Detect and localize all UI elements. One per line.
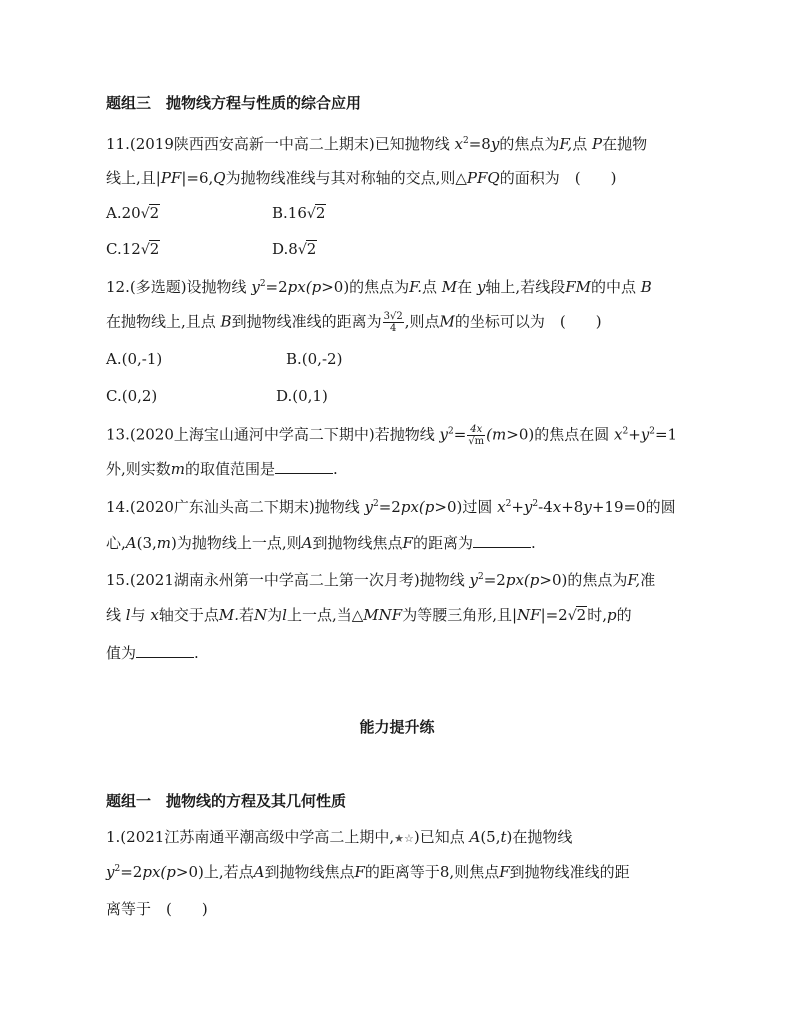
q11-option-a[interactable]: A.20√2: [106, 204, 160, 222]
fraction-3sqrt2-over-4: $\frac{3√2}{4}$: [383, 311, 403, 334]
answer-blank[interactable]: [136, 643, 194, 658]
section-heading: 题组三 抛物线方程与性质的综合应用: [106, 94, 362, 112]
answer-blank[interactable]: [473, 533, 531, 548]
problem-1-line-2: $y^2=2px(p>0)$上,若点A到抛物线焦点F的距离等于8,则焦点F到抛物线准线的距: [106, 863, 630, 881]
section-title: 能力提升练: [359, 718, 435, 736]
fraction-4x-over-sqrt-m: $\frac{4x}{√m}$: [468, 424, 485, 447]
problem-1-line-3: 离等于 ( ): [106, 900, 208, 918]
question-15-line-2: 线 l与 x轴交于点M.若N为l上一点,当△MNF为等腰三角形,且|NF|=2√2时,p的: [106, 606, 632, 624]
difficulty-stars-icon: ★☆: [394, 832, 414, 845]
question-12-line-2: 在抛物线上,且点 B到抛物线准线的距离为 $\frac{3√2}{4}$ ,则点M的坐标可以为 ( ): [106, 311, 602, 334]
q12-option-d[interactable]: D.(0,1): [276, 387, 328, 405]
question-13-line-1: 13.(2020上海宝山通河中学高二下期中)若抛物线 $y^2=$ $\frac{4x}{√m}$ (m>0)的焦点在圆 $x^2+y^2=1$: [106, 424, 678, 447]
q11-option-b[interactable]: B.16√2: [272, 204, 326, 222]
question-15-line-3: 值为 .: [106, 644, 199, 662]
question-15-line-1: 15.(2021湖南永州第一中学高二上第一次月考)抛物线 $y^2=2px(p>0)$的焦点为F,准: [106, 571, 656, 589]
question-11-line-1: 11.(2019陕西西安高新一中高二上期末)已知抛物线 $x^2=8y$的焦点为F,点 P在抛物: [106, 135, 648, 153]
answer-blank[interactable]: [275, 459, 333, 474]
question-14-line-2: 心,A(3,m)为抛物线上一点,则A到抛物线焦点F的距离为 .: [106, 534, 536, 552]
q12-option-a[interactable]: A.(0,-1): [106, 350, 163, 368]
q11-option-d[interactable]: D.8√2: [272, 240, 317, 258]
q11-option-c[interactable]: C.12√2: [106, 240, 160, 258]
question-14-line-1: 14.(2020广东汕头高二下期末)抛物线 $y^2=2px(p>0)$过圆 $x^2+y^2-4x+8y+19=0$的圆: [106, 498, 676, 516]
question-11-line-2: 线上,且|PF|=6,Q为抛物线准线与其对称轴的交点,则△PFQ的面积为 ( ): [106, 169, 617, 187]
problem-1-line-1: 1.(2021江苏南通平潮高级中学高二上期中,★☆)已知点 A(5,t)在抛物线: [106, 828, 573, 846]
question-13-line-2: 外,则实数m的取值范围是 .: [106, 460, 338, 478]
q12-option-b[interactable]: B.(0,-2): [286, 350, 343, 368]
question-12-line-1: 12.(多选题)设抛物线 $y^2=2px(p>0)$的焦点为F.点 M在 y轴上,若线段FM的中点 B: [106, 278, 652, 296]
q12-option-c[interactable]: C.(0,2): [106, 387, 158, 405]
section-heading: 题组一 抛物线的方程及其几何性质: [106, 792, 347, 810]
